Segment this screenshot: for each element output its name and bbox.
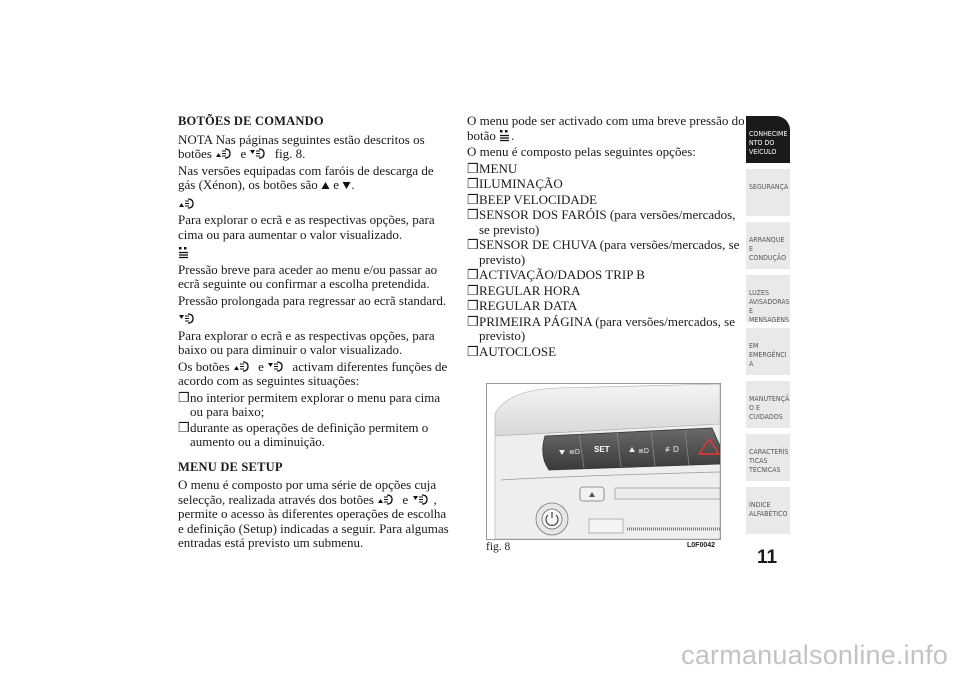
setup-paragraph: O menu é composto por uma série de opções cuja selecção, realizada através dos botões e , permite o acesso às diferentes operações de escolha e definição (Setup) indicadas a seguir. Para algumas entradas está previsto um submenu. bbox=[178, 477, 449, 550]
list-item: ❒durante as operações de definição permitem o aumento ou a diminuição. bbox=[178, 419, 429, 449]
note-paragraph: NOTA Nas páginas seguintes estão descritos os botões e fig. 8. bbox=[178, 131, 425, 161]
down-button-icon bbox=[267, 360, 289, 373]
list-item: ❒ACTIVAÇÃO/DADOS TRIP B bbox=[467, 267, 645, 282]
watermark: carmanualsonline.info bbox=[681, 640, 948, 670]
set-button-icon bbox=[178, 246, 190, 259]
functions-paragraph: Os botões e activam diferentes funções de acordo com as seguintes situações: bbox=[178, 358, 448, 388]
figure-caption: fig. 8 bbox=[486, 541, 511, 553]
set-description-long: Pressão prolongada para regressar ao ecrã standard. bbox=[178, 292, 447, 308]
list-item: ❒ILUMINAÇÃO bbox=[467, 176, 563, 191]
checkbox-bullet-icon: ❒ bbox=[178, 419, 190, 435]
down-button-icon bbox=[249, 147, 271, 160]
down-symbol-row bbox=[178, 312, 450, 327]
menu-composition: O menu é composto pelas seguintes opções: bbox=[467, 144, 696, 159]
set-symbol-row bbox=[178, 246, 450, 261]
down-description: Para explorar o ecrã e as respectivas opções, para baixo ou para diminuir o valor visualizado. bbox=[178, 327, 435, 357]
checkbox-bullet-icon: ❒ bbox=[178, 389, 190, 405]
tab-starting-driving[interactable]: ARRANQUE E CONDUÇÃO bbox=[746, 222, 790, 272]
up-symbol-row bbox=[178, 197, 450, 212]
checkbox-bullet-icon: ❒ bbox=[467, 313, 479, 329]
checkbox-bullet-icon: ❒ bbox=[467, 267, 479, 282]
tab-index[interactable]: ÍNDICE ALFABÉTICO bbox=[746, 487, 790, 537]
down-button-icon bbox=[412, 493, 434, 506]
tab-safety[interactable]: SEGURANÇA bbox=[746, 169, 790, 219]
list-item: ❒SENSOR DE CHUVA (para versões/mercados, se previsto) bbox=[467, 237, 740, 267]
checkbox-bullet-icon: ❒ bbox=[467, 343, 479, 359]
list-item: ❒MENU bbox=[467, 160, 518, 176]
tab-warning-lights[interactable]: LUZES AVISADORAS E MENSAGENS bbox=[746, 275, 790, 325]
tab-maintenance[interactable]: MANUTENÇÃO E CUIDADOS bbox=[746, 381, 790, 431]
right-column bbox=[467, 114, 745, 360]
triangle-down-icon bbox=[342, 180, 351, 191]
up-description: Para explorar o ecrã e as respectivas opções, para cima ou para aumentar o valor visualizado. bbox=[178, 212, 435, 242]
left-column bbox=[178, 114, 450, 553]
set-description-short: Pressão breve para aceder ao menu e/ou passar ao ecrã seguinte ou confirmar a escolha pretendida. bbox=[178, 261, 438, 291]
up-button-icon bbox=[233, 360, 255, 373]
up-button-icon bbox=[178, 197, 200, 210]
tab-emergency[interactable]: EM EMERGÊNCIA bbox=[746, 328, 790, 378]
figure-code: L0F0042 bbox=[687, 542, 716, 549]
list-item: ❒BEEP VELOCIDADE bbox=[467, 191, 598, 207]
set-label: SET bbox=[594, 445, 610, 454]
triangle-up-icon bbox=[321, 180, 330, 191]
up-button-icon bbox=[377, 493, 399, 506]
list-item: ❒AUTOCLOSE bbox=[467, 343, 557, 359]
checkbox-bullet-icon: ❒ bbox=[467, 282, 479, 298]
list-item: ❒no interior permitem explorar o menu para cima ou para baixo; bbox=[178, 389, 441, 419]
xenon-paragraph: Nas versões equipadas com faróis de descarga de gás (Xénon), os botões são e . bbox=[178, 162, 434, 192]
checkbox-bullet-icon: ❒ bbox=[467, 191, 479, 207]
heading-setup-menu: MENU DE SETUP bbox=[178, 459, 283, 474]
checkbox-bullet-icon: ❒ bbox=[467, 207, 479, 222]
menu-intro: O menu pode ser activado com uma breve pressão do botão . bbox=[467, 113, 745, 143]
checkbox-bullet-icon: ❒ bbox=[467, 237, 479, 252]
set-button-icon bbox=[499, 129, 511, 142]
page-number: 11 bbox=[757, 547, 778, 568]
up-button-icon bbox=[215, 147, 237, 160]
tab-technical-specs[interactable]: CARACTERÍSTICAS TÉCNICAS bbox=[746, 434, 790, 484]
list-item: ❒SENSOR DOS FARÓIS (para versões/mercados, se previsto) bbox=[467, 207, 736, 237]
dashboard-illustration bbox=[487, 384, 720, 539]
list-item: ❒REGULAR DATA bbox=[467, 298, 578, 313]
heading-command-buttons: BOTÕES DE COMANDO bbox=[178, 114, 324, 128]
list-item: ❒PRIMEIRA PÁGINA (para versões/mercados, se previsto) bbox=[467, 313, 735, 343]
dashboard-figure bbox=[486, 383, 721, 540]
svg-text:≢D: ≢D bbox=[665, 445, 679, 454]
down-button-icon bbox=[178, 312, 200, 325]
checkbox-bullet-icon: ❒ bbox=[467, 176, 479, 191]
svg-text:≣D: ≣D bbox=[638, 448, 649, 455]
tab-vehicle-knowledge[interactable]: CONHECIMENTO DO VEÍCULO bbox=[746, 116, 790, 166]
list-item: ❒REGULAR HORA bbox=[467, 282, 581, 298]
svg-text:≣D: ≣D bbox=[569, 449, 580, 456]
checkbox-bullet-icon: ❒ bbox=[467, 298, 479, 313]
checkbox-bullet-icon: ❒ bbox=[467, 160, 479, 176]
